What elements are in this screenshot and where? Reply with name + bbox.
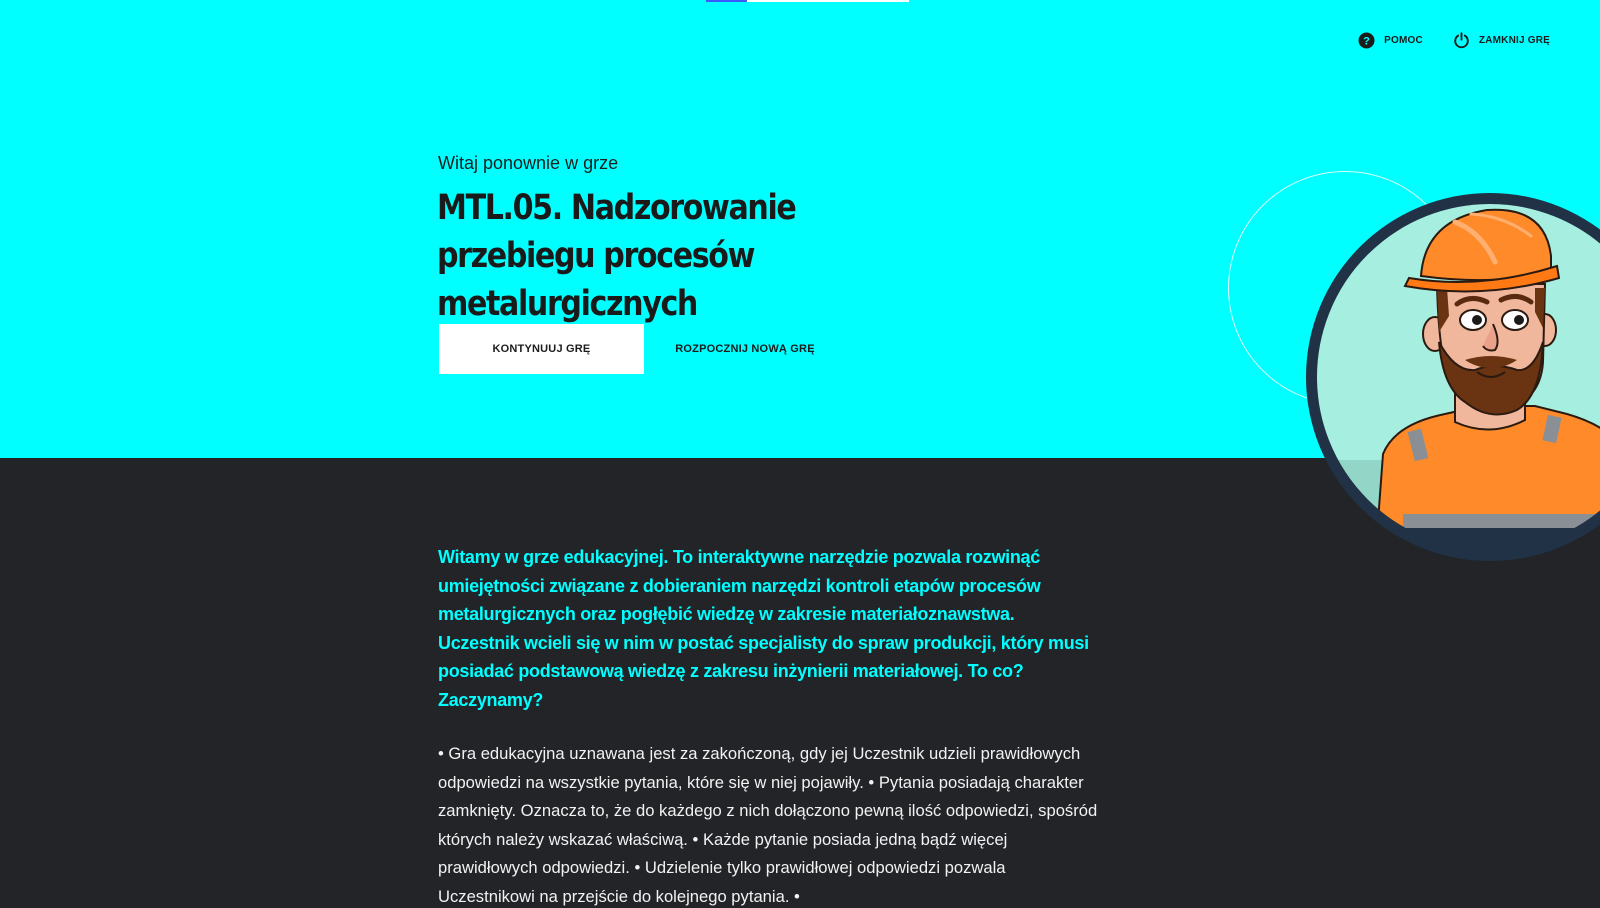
- help-button[interactable]: [1358, 32, 1423, 49]
- close-game-button[interactable]: [1453, 32, 1550, 49]
- svg-text:?: ?: [1363, 35, 1370, 48]
- start-new-game-button[interactable]: ROZPOCZNIJ NOWĄ GRĘ: [660, 324, 830, 374]
- worker-avatar: [1305, 192, 1600, 562]
- page-title: MTL.05. Nadzorowanie przebiegu procesów metalurgicznych: [437, 188, 796, 324]
- close-game-label: ZAMKNIJ GRĘ: [1478, 35, 1550, 46]
- help-label: POMOC: [1384, 35, 1423, 46]
- rules-text: • Gra edukacyjna uznawana jest za zakończoną, gdy jej Uczestnik udzieli prawidłowych odpowiedzi na wszystkie pytania, które się w niej pojawiły. • Pytania posiadają charakter zamknięty. Oznacza to, że do każdego z nich dołączono pewną ilość odpowiedzi, spośród których należy wskazać właściwą. • Każde pytanie posiada jedną bądź więcej prawidłowych odpowiedzi. • Udzielenie tylko prawidłowej odpowiedzi pozwala Uczestnikowi na przejście do kolejnego pytania. •: [438, 744, 1098, 906]
- progress-bar-fill: [706, 0, 747, 2]
- top-toolbar: [1358, 32, 1550, 49]
- welcome-subtitle: Witaj ponownie w grze: [438, 153, 619, 173]
- power-icon: [1453, 32, 1470, 49]
- question-circle-icon: [1358, 32, 1375, 49]
- progress-bar: [706, 0, 909, 2]
- intro-text: Witamy w grze edukacyjnej. To interaktywne narzędzie pozwala rozwinąć umiejętności związane z dobieraniem narzędzi kontroli etapów procesów metalurgicznych oraz pogłębić wiedzę w zakresie materiałoznawstwa. Uczestnik wcieli się w nim w postać specjalisty do spraw produkcji, który musi posiadać podstawową wiedzę z zakresu inżynierii materiałowej. To co? Zaczynamy?: [438, 547, 1089, 710]
- continue-game-button[interactable]: KONTYNUUJ GRĘ: [439, 324, 644, 374]
